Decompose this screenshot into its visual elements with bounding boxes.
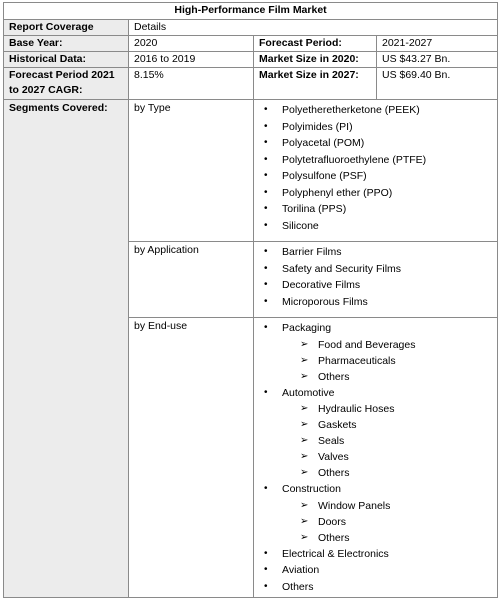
by-application-list-cell — [254, 242, 498, 318]
list-item-automotive — [262, 385, 492, 482]
sub-list-item: ➢ Others — [300, 465, 492, 481]
packaging-sublist — [282, 337, 492, 385]
list-item: • Polyphenyl ether (PPO) — [262, 185, 492, 202]
list-item-label: Automotive — [282, 386, 335, 399]
by-end-use-list-cell — [254, 318, 498, 598]
list-item-packaging — [262, 320, 492, 385]
forecast-period-label: Forecast Period: — [254, 36, 377, 52]
cagr-label: Forecast Period 2021 to 2027 CAGR: — [4, 68, 129, 100]
list-item: • Polyimides (PI) — [262, 119, 492, 136]
by-type-list-cell — [254, 100, 498, 242]
by-application-list — [259, 244, 492, 310]
sub-list-item: ➢ Others — [300, 369, 492, 385]
table-title: High-Performance Film Market — [4, 3, 498, 20]
market-report-table — [3, 2, 498, 598]
by-end-use-list — [259, 320, 492, 595]
sub-list-item: ➢ Others — [300, 530, 492, 546]
sub-list-item: ➢ Food and Beverages — [300, 337, 492, 353]
list-item: • Aviation — [262, 562, 492, 579]
construction-sublist — [282, 498, 492, 546]
list-item: • Polyacetal (POM) — [262, 135, 492, 152]
historical-data-value: 2016 to 2019 — [129, 52, 254, 68]
list-item-construction — [262, 481, 492, 546]
list-item: • Torilina (PPS) — [262, 201, 492, 218]
header-report-coverage: Report Coverage — [4, 20, 129, 36]
by-application-label: by Application — [129, 242, 254, 318]
list-item: • Electrical & Electronics — [262, 546, 492, 563]
list-item: • Microporous Films — [262, 294, 492, 311]
base-year-value: 2020 — [129, 36, 254, 52]
base-year-label: Base Year: — [4, 36, 129, 52]
sub-list-item: ➢ Seals — [300, 433, 492, 449]
historical-data-label: Historical Data: — [4, 52, 129, 68]
list-item: • Barrier Films — [262, 244, 492, 261]
market-size-2020-value: US $43.27 Bn. — [377, 52, 498, 68]
forecast-period-value: 2021-2027 — [377, 36, 498, 52]
header-details: Details — [129, 20, 498, 36]
list-item: • Polyetheretherketone (PEEK) — [262, 102, 492, 119]
sub-list-item: ➢ Pharmaceuticals — [300, 353, 492, 369]
by-type-label: by Type — [129, 100, 254, 242]
by-type-list — [259, 102, 492, 234]
list-item: • Others — [262, 579, 492, 596]
list-item: • Polytetrafluoroethylene (PTFE) — [262, 152, 492, 169]
automotive-sublist — [282, 401, 492, 481]
list-item: • Silicone — [262, 218, 492, 235]
sub-list-item: ➢ Doors — [300, 514, 492, 530]
list-item: • Safety and Security Films — [262, 261, 492, 278]
segments-covered-label: Segments Covered: — [4, 100, 129, 598]
sub-list-item: ➢ Gaskets — [300, 417, 492, 433]
list-item: • Polysulfone (PSF) — [262, 168, 492, 185]
market-size-2020-label: Market Size in 2020: — [254, 52, 377, 68]
by-end-use-label: by End-use — [129, 318, 254, 598]
market-size-2027-label: Market Size in 2027: — [254, 68, 377, 100]
list-item: • Decorative Films — [262, 277, 492, 294]
market-size-2027-value: US $69.40 Bn. — [377, 68, 498, 100]
sub-list-item: ➢ Valves — [300, 449, 492, 465]
cagr-value: 8.15% — [129, 68, 254, 100]
list-item-label: Construction — [282, 483, 341, 495]
sub-list-item: ➢ Hydraulic Hoses — [300, 401, 492, 417]
sub-list-item: ➢ Window Panels — [300, 498, 492, 514]
list-item-label: Packaging — [282, 322, 332, 334]
